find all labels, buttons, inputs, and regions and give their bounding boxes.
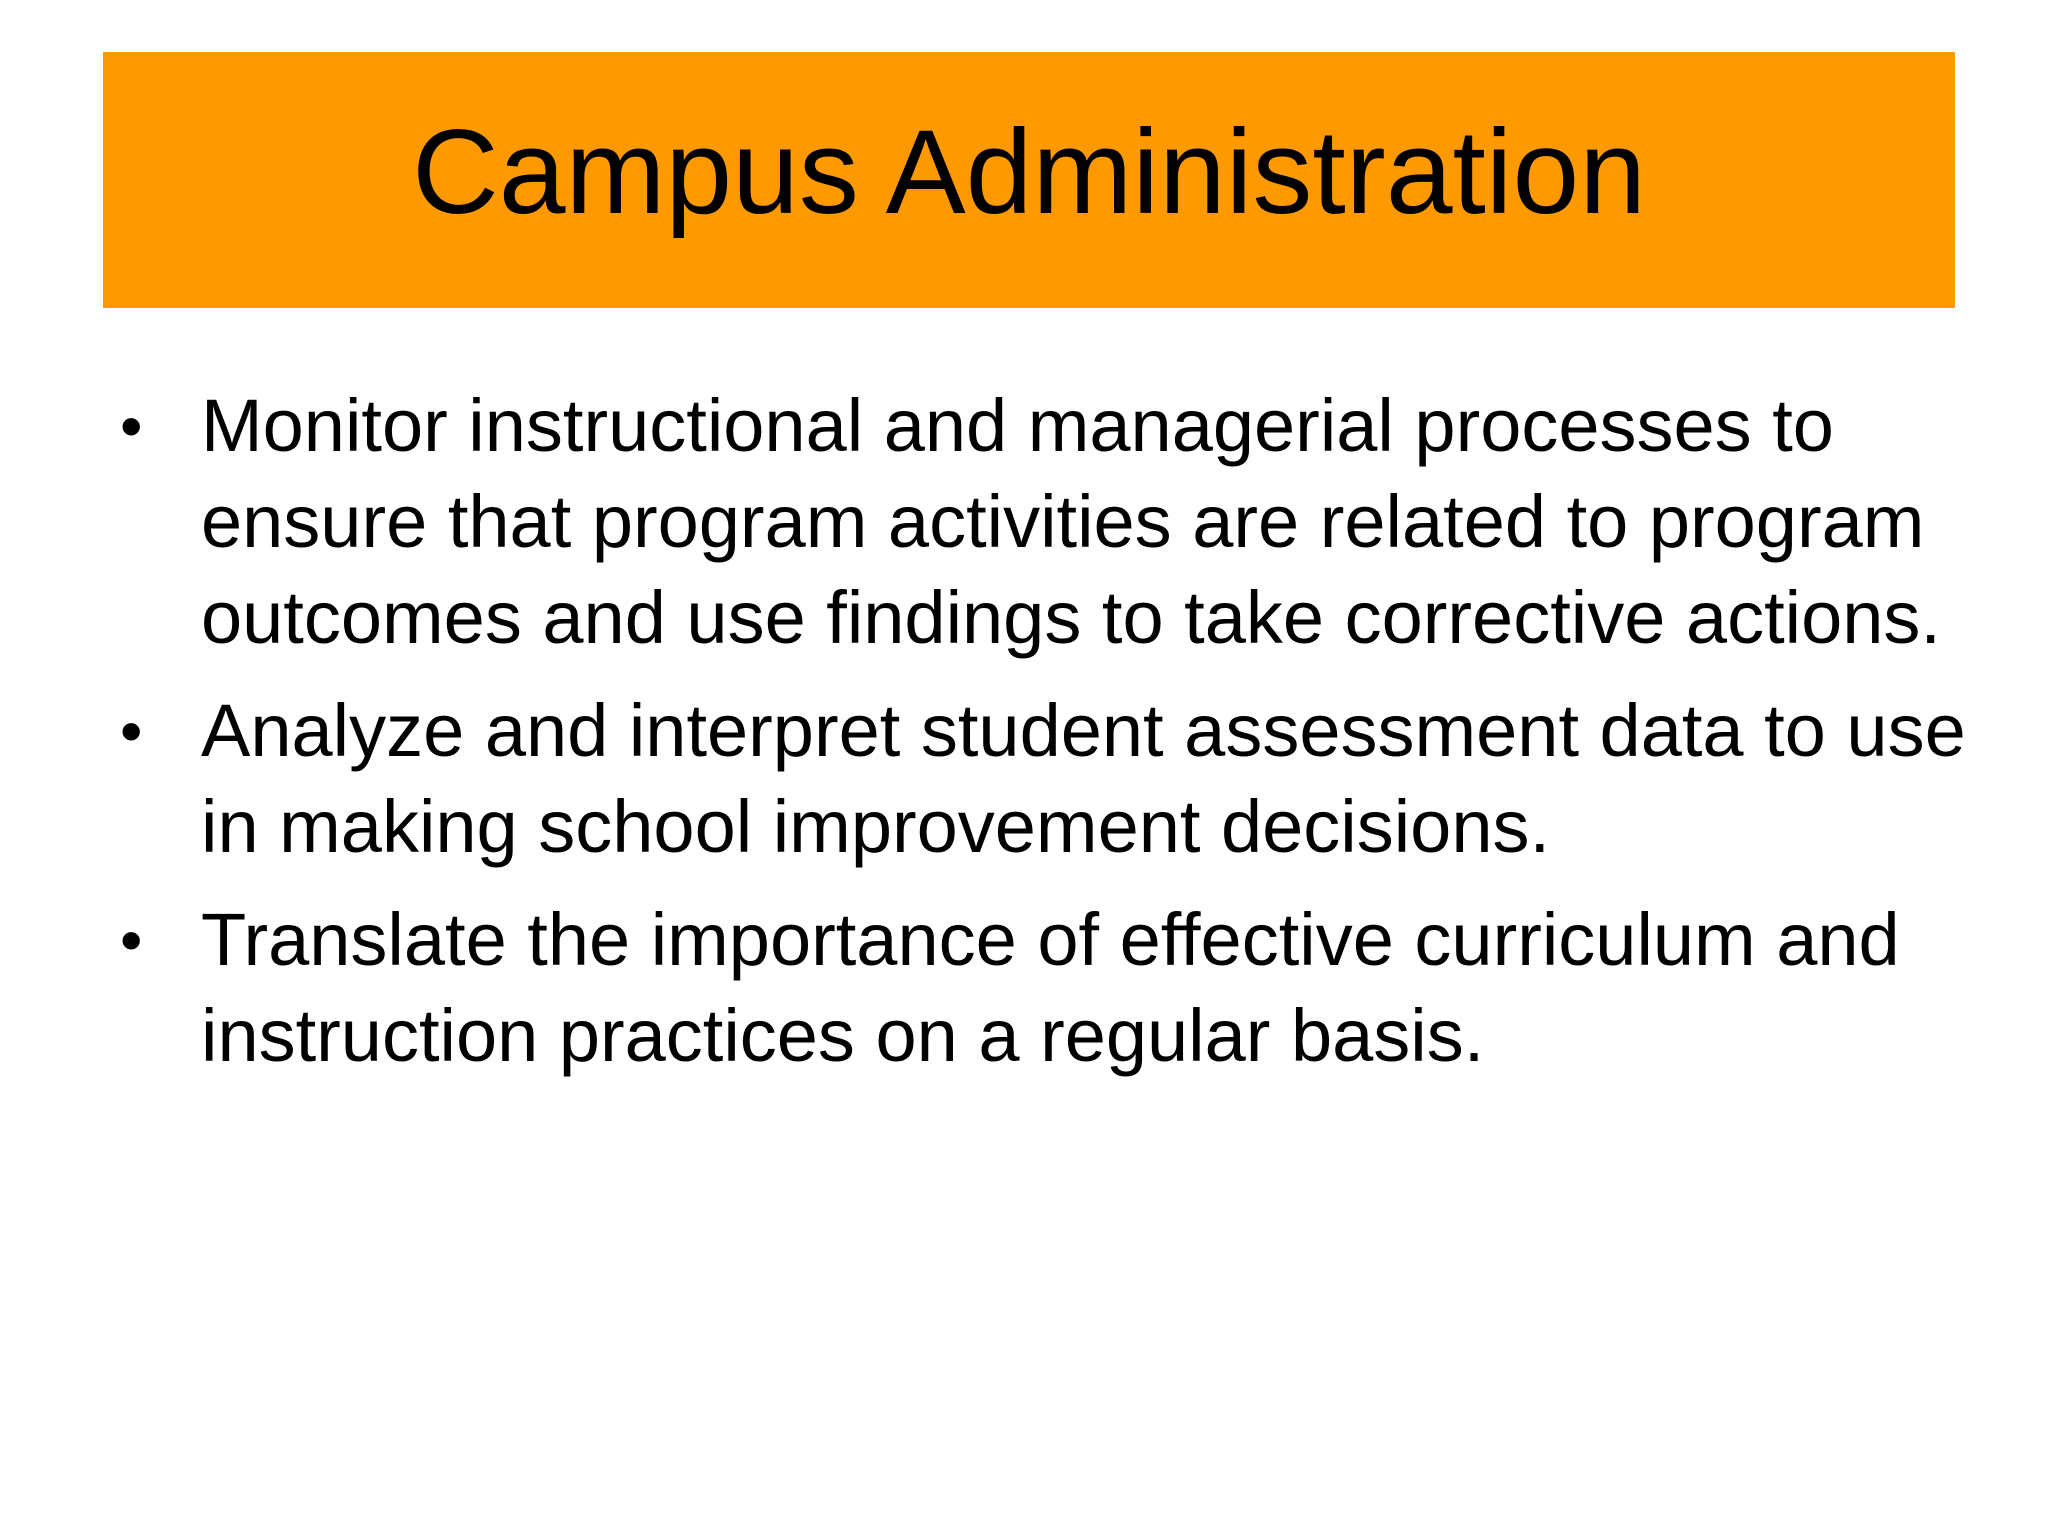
bullet-item [120, 378, 1980, 666]
bullet-icon: • [120, 695, 143, 767]
bullet-text: Analyze and interpret student assessment data to use in making school improvement decisions. [201, 689, 1966, 868]
title-bar [103, 52, 1955, 308]
bullet-item [120, 683, 1980, 875]
bullet-item [120, 892, 1980, 1084]
bullet-icon: • [120, 904, 143, 976]
bullet-list [120, 378, 1980, 1101]
bullet-text: Translate the importance of effective curriculum and instruction practices on a regular basis. [201, 898, 1900, 1077]
bullet-icon: • [120, 390, 143, 462]
bullet-text: Monitor instructional and managerial processes to ensure that program activities are related to program outcomes and use findings to take corrective actions. [201, 384, 1941, 659]
slide-title: Campus Administration [412, 105, 1646, 239]
